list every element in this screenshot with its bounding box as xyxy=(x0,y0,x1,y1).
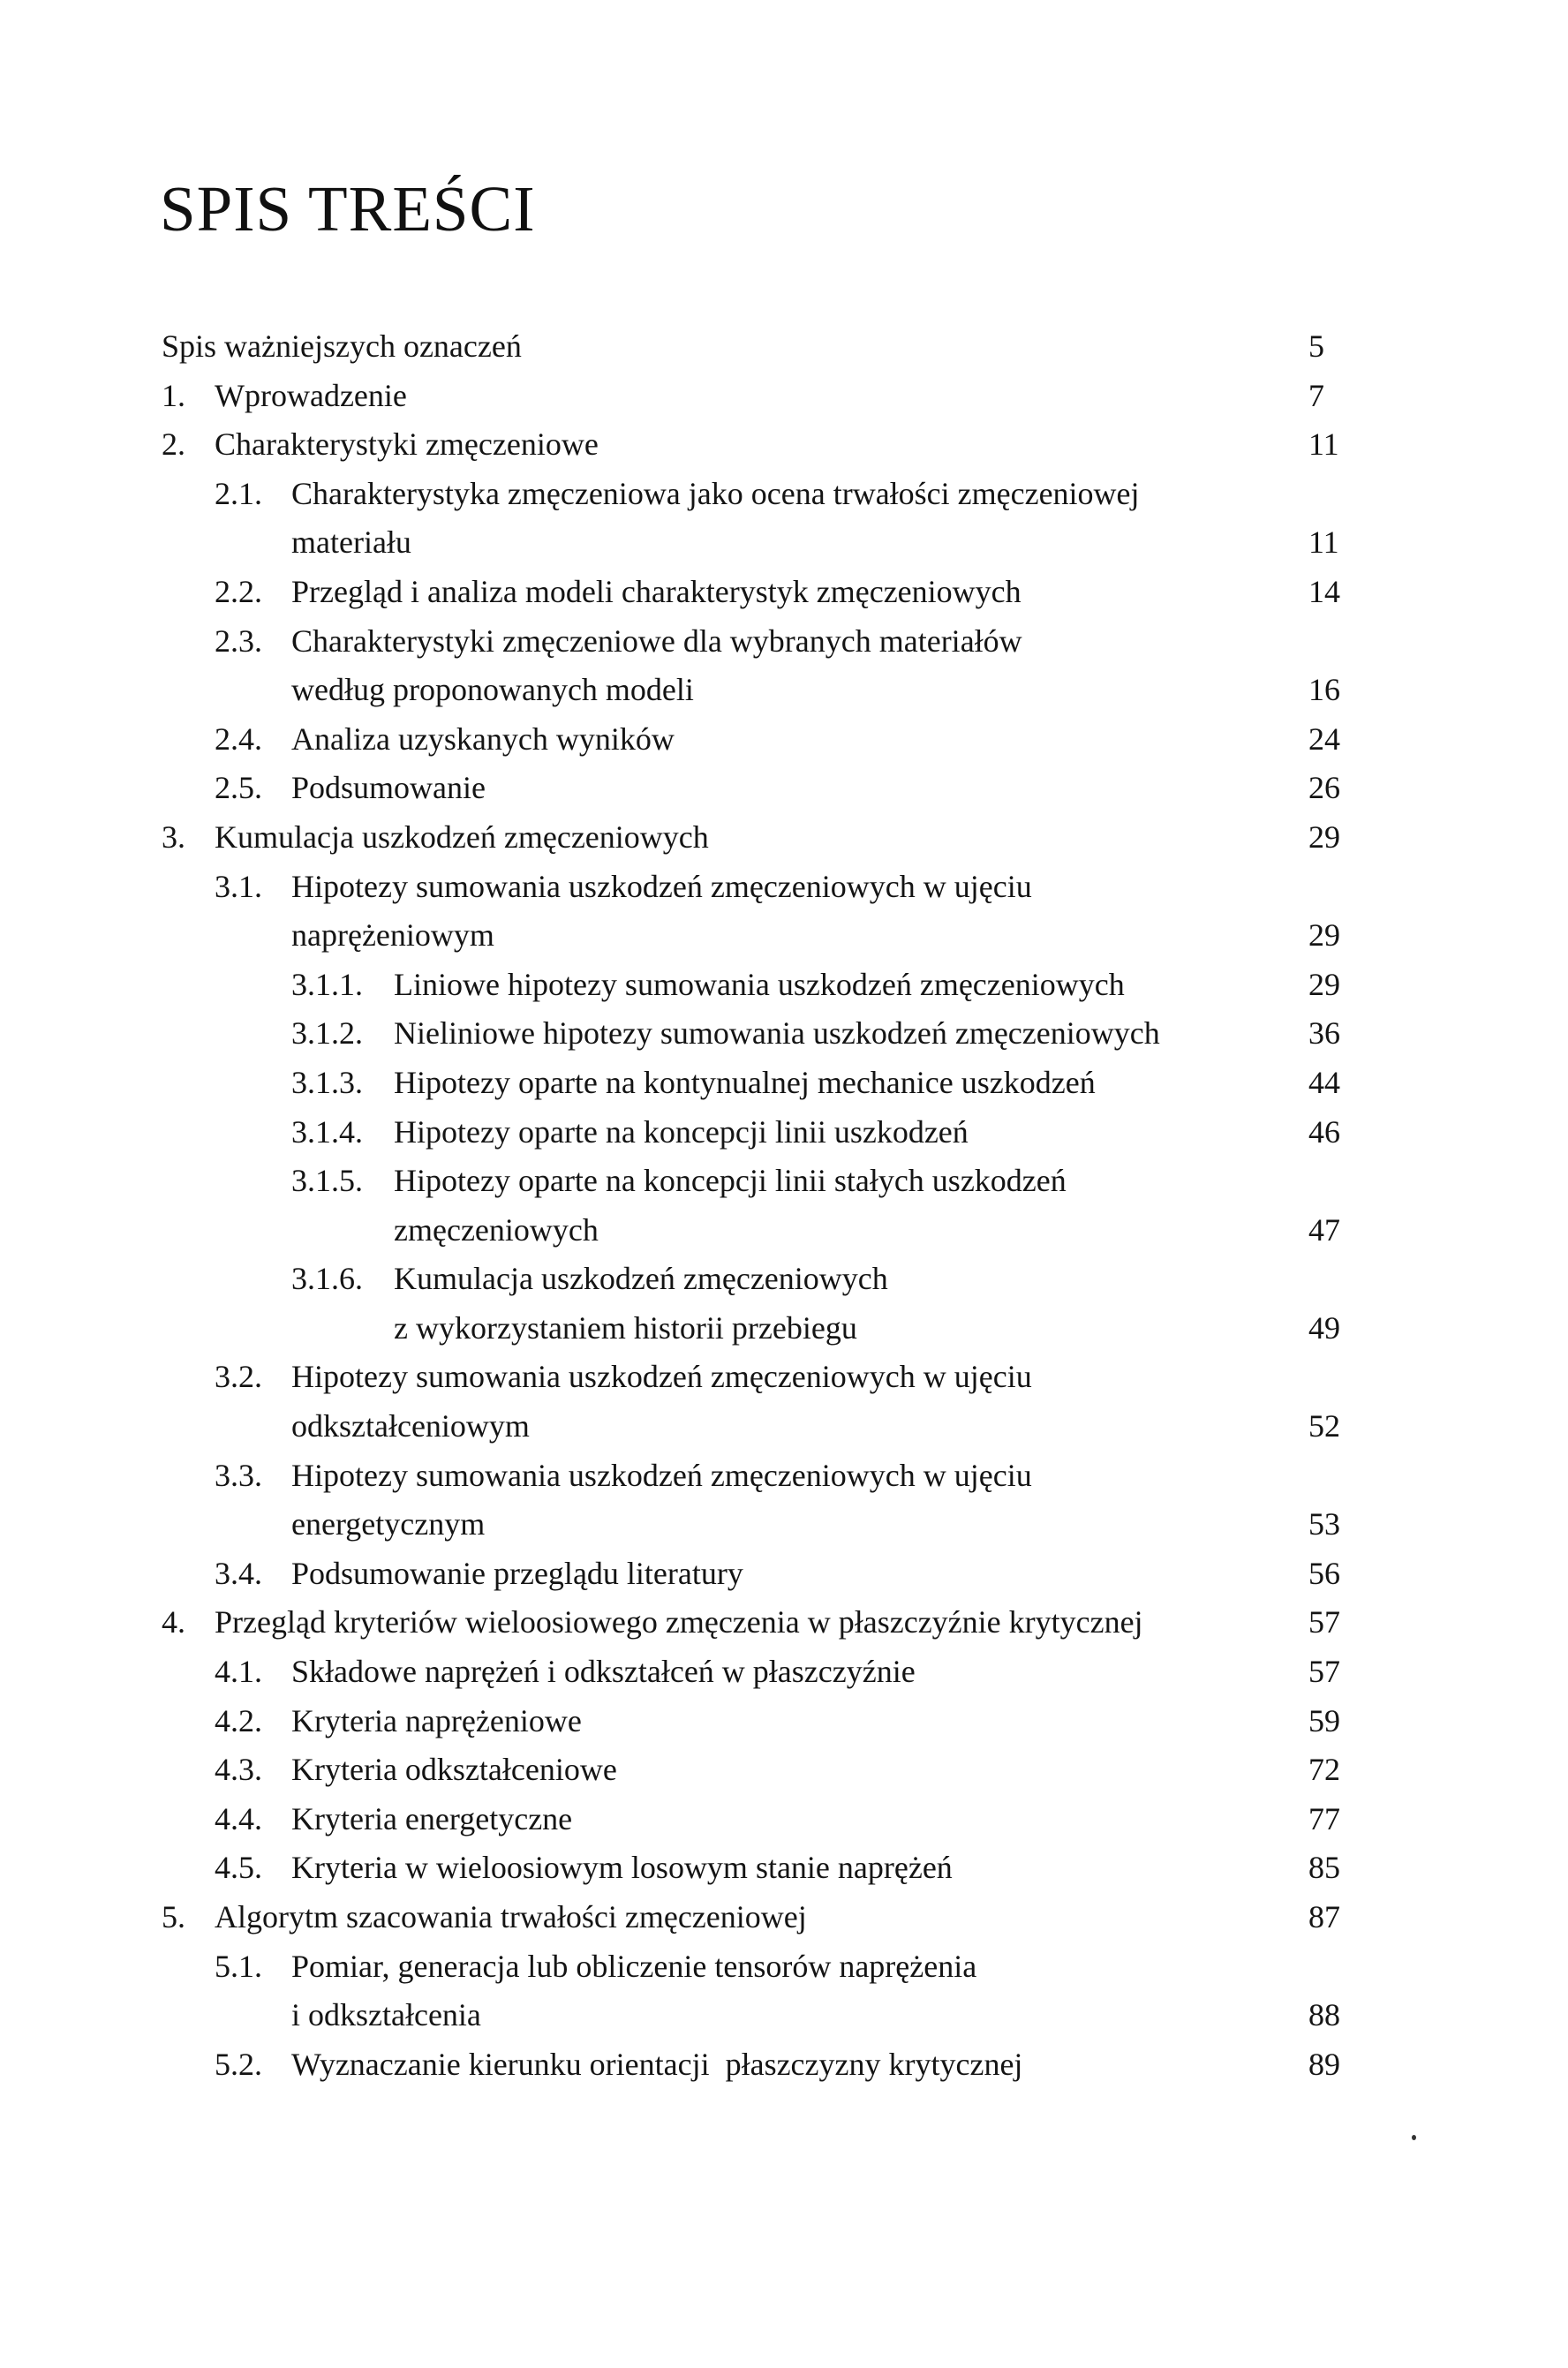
toc-entry xyxy=(0,322,1568,372)
toc-entry xyxy=(0,1059,1568,1108)
toc-entry-title: odkształceniowym xyxy=(291,1408,530,1444)
toc-entry-title: Kryteria naprężeniowe xyxy=(291,1702,582,1738)
toc-entry xyxy=(0,1648,1568,1697)
toc-entry xyxy=(0,1746,1568,1795)
toc-entry xyxy=(0,470,1568,519)
scan-speck xyxy=(1412,2135,1416,2140)
toc-entry-title: Charakterystyka zmęczeniowa jako ocena trwałości zmęczeniowej xyxy=(291,475,1140,511)
toc-entry-title: Kumulacja uszkodzeń zmęczeniowych xyxy=(394,1261,888,1297)
toc-entry xyxy=(0,813,1568,863)
toc-entry-page-number: 7 xyxy=(1308,377,1324,413)
toc-entry-title: Wyznaczanie kierunku orientacji płaszczyzny krytycznej xyxy=(291,2046,1023,2082)
toc-entry-page-number: 5 xyxy=(1308,328,1324,364)
toc-entry-title: Kumulacja uszkodzeń zmęczeniowych xyxy=(215,818,709,855)
toc-entry-title: Kryteria energetyczne xyxy=(291,1800,573,1836)
toc-entry-page-number: 16 xyxy=(1308,672,1340,708)
toc-entry-title: według proponowanych modeli xyxy=(291,672,694,708)
toc-entry-number: 4. xyxy=(162,1604,185,1640)
toc-entry-number: 3.1.4. xyxy=(291,1113,363,1150)
toc-entry-continuation xyxy=(0,666,1568,715)
toc-entry-title: Hipotezy oparte na koncepcji linii stałych uszkodzeń xyxy=(394,1163,1067,1199)
toc-entry xyxy=(0,617,1568,667)
toc-entry-title: Hipotezy sumowania uszkodzeń zmęczeniowych w ujęciu xyxy=(291,868,1032,904)
toc-entry-title: Kryteria w wieloosiowym losowym stanie naprężeń xyxy=(291,1850,953,1886)
toc-entry-page-number: 46 xyxy=(1308,1113,1340,1150)
toc-entry-number: 3.1.5. xyxy=(291,1163,363,1199)
toc-entry-continuation xyxy=(0,1402,1568,1452)
toc-entry-title: Pomiar, generacja lub obliczenie tensorów naprężenia xyxy=(291,1948,977,1984)
toc-entry xyxy=(0,1795,1568,1844)
toc-entry-page-number: 77 xyxy=(1308,1800,1340,1836)
toc-entry-title: Podsumowanie xyxy=(291,770,486,806)
toc-entry xyxy=(0,1893,1568,1942)
toc-entry-title: Analiza uzyskanych wyników xyxy=(291,720,675,757)
toc-entry xyxy=(0,764,1568,813)
toc-entry-title: Charakterystyki zmęczeniowe xyxy=(215,426,599,463)
toc-entry xyxy=(0,2040,1568,2090)
toc-entry-number: 3.1. xyxy=(215,868,262,904)
toc-entry-page-number: 29 xyxy=(1308,917,1340,954)
toc-entry xyxy=(0,863,1568,912)
toc-entry-page-number: 59 xyxy=(1308,1702,1340,1738)
toc-entry xyxy=(0,1452,1568,1501)
toc-entry-page-number: 72 xyxy=(1308,1752,1340,1788)
toc-entry-title: naprężeniowym xyxy=(291,917,494,954)
toc-entry-title: Algorytm szacowania trwałości zmęczeniowej xyxy=(215,1899,807,1934)
toc-entry-page-number: 49 xyxy=(1308,1309,1340,1346)
toc-entry-number: 2.1. xyxy=(215,475,262,511)
toc-entry-number: 2. xyxy=(162,426,185,463)
toc-entry-number: 3.1.3. xyxy=(291,1064,363,1100)
toc-entry xyxy=(0,1844,1568,1893)
toc-entry-page-number: 88 xyxy=(1308,1997,1340,2033)
toc-entry-number: 4.3. xyxy=(215,1752,262,1788)
toc-entry-title: Hipotezy oparte na koncepcji linii uszkodzeń xyxy=(394,1113,969,1150)
toc-entry xyxy=(0,1009,1568,1059)
toc-entry-title: energetycznym xyxy=(291,1506,486,1542)
toc-entry-title: i odkształcenia xyxy=(291,1997,481,2033)
toc-entry-continuation xyxy=(0,1991,1568,2040)
toc-entry-title: Podsumowanie przeglądu literatury xyxy=(291,1555,743,1591)
toc-entry-title: Składowe naprężeń i odkształceń w płaszczyźnie xyxy=(291,1654,916,1690)
toc-entry-page-number: 44 xyxy=(1308,1064,1340,1100)
toc-entry-number: 3.4. xyxy=(215,1555,262,1591)
toc-entry-number: 3.1.6. xyxy=(291,1261,363,1297)
toc-entry-number: 5.1. xyxy=(215,1948,262,1984)
toc-entry-title: Nieliniowe hipotezy sumowania uszkodzeń zmęczeniowych xyxy=(394,1015,1160,1052)
toc-entry-title: Spis ważniejszych oznaczeń xyxy=(162,328,522,364)
toc-entry-number: 4.2. xyxy=(215,1702,262,1738)
toc-entry-page-number: 57 xyxy=(1308,1604,1340,1640)
toc-entry-number: 4.1. xyxy=(215,1654,262,1690)
toc-entry xyxy=(0,1697,1568,1746)
toc-entry-title: Liniowe hipotezy sumowania uszkodzeń zmęczeniowych xyxy=(394,966,1125,1002)
toc-entry-number: 3.1.1. xyxy=(291,966,363,1002)
toc-entry-title: Charakterystyki zmęczeniowe dla wybranych materiałów xyxy=(291,622,1022,659)
toc-entry-page-number: 24 xyxy=(1308,720,1340,757)
toc-entry-page-number: 56 xyxy=(1308,1555,1340,1591)
toc-entry-page-number: 89 xyxy=(1308,2046,1340,2082)
toc-entry-page-number: 26 xyxy=(1308,770,1340,806)
toc-entry-page-number: 57 xyxy=(1308,1654,1340,1690)
toc-entry-title: Przegląd kryteriów wieloosiowego zmęczenia w płaszczyźnie krytycznej xyxy=(215,1604,1143,1640)
toc-entry-number: 5.2. xyxy=(215,2046,262,2082)
toc-entry-number: 2.2. xyxy=(215,573,262,609)
page-title: SPIS TREŚCI xyxy=(160,173,536,245)
toc-entry-continuation xyxy=(0,518,1568,568)
toc-entry-number: 3.3. xyxy=(215,1457,262,1493)
toc-entry-title: Wprowadzenie xyxy=(215,377,407,413)
toc-entry-page-number: 52 xyxy=(1308,1408,1340,1444)
toc-entry xyxy=(0,1255,1568,1304)
toc-entry-page-number: 47 xyxy=(1308,1211,1340,1248)
toc-entry-number: 3.2. xyxy=(215,1359,262,1395)
toc-entry-number: 3.1.2. xyxy=(291,1015,363,1052)
toc-entry-page-number: 29 xyxy=(1308,818,1340,855)
toc-entry-continuation xyxy=(0,1304,1568,1354)
toc-entry-page-number: 53 xyxy=(1308,1506,1340,1542)
toc-entry-continuation xyxy=(0,1206,1568,1256)
toc-entry-title: Kryteria odkształceniowe xyxy=(291,1752,617,1788)
toc-entry-title: materiału xyxy=(291,524,411,561)
toc-entry-number: 3. xyxy=(162,818,185,855)
toc-entry xyxy=(0,1108,1568,1158)
toc-entry-number: 4.4. xyxy=(215,1800,262,1836)
toc-entry xyxy=(0,715,1568,765)
toc-entry-title: Hipotezy sumowania uszkodzeń zmęczeniowych w ujęciu xyxy=(291,1457,1032,1493)
toc-entry-page-number: 29 xyxy=(1308,966,1340,1002)
toc-entry-number: 2.5. xyxy=(215,770,262,806)
toc-entry-continuation xyxy=(0,911,1568,961)
toc-entry-title: zmęczeniowych xyxy=(394,1211,599,1248)
toc-entry-number: 2.3. xyxy=(215,622,262,659)
table-of-contents xyxy=(0,322,1568,2089)
toc-entry-continuation xyxy=(0,1500,1568,1550)
toc-entry xyxy=(0,420,1568,470)
toc-entry-page-number: 85 xyxy=(1308,1850,1340,1886)
toc-entry xyxy=(0,1550,1568,1599)
toc-entry xyxy=(0,961,1568,1010)
toc-entry-page-number: 87 xyxy=(1308,1899,1340,1934)
toc-entry-page-number: 14 xyxy=(1308,573,1340,609)
toc-entry xyxy=(0,1598,1568,1648)
toc-entry-title: Hipotezy sumowania uszkodzeń zmęczeniowych w ujęciu xyxy=(291,1359,1032,1395)
toc-entry-number: 2.4. xyxy=(215,720,262,757)
toc-entry-page-number: 11 xyxy=(1308,524,1339,561)
toc-entry-page-number: 36 xyxy=(1308,1015,1340,1052)
toc-entry-number: 1. xyxy=(162,377,185,413)
toc-entry xyxy=(0,1353,1568,1402)
toc-entry xyxy=(0,372,1568,421)
toc-entry-title: Hipotezy oparte na kontynualnej mechanice uszkodzeń xyxy=(394,1064,1096,1100)
toc-entry-title: z wykorzystaniem historii przebiegu xyxy=(394,1309,857,1346)
toc-entry-number: 5. xyxy=(162,1899,185,1934)
toc-entry-title: Przegląd i analiza modeli charakterystyk zmęczeniowych xyxy=(291,573,1021,609)
toc-entry xyxy=(0,1157,1568,1206)
toc-entry-page-number: 11 xyxy=(1308,426,1339,463)
toc-entry xyxy=(0,568,1568,617)
toc-entry xyxy=(0,1942,1568,1992)
toc-entry-number: 4.5. xyxy=(215,1850,262,1886)
